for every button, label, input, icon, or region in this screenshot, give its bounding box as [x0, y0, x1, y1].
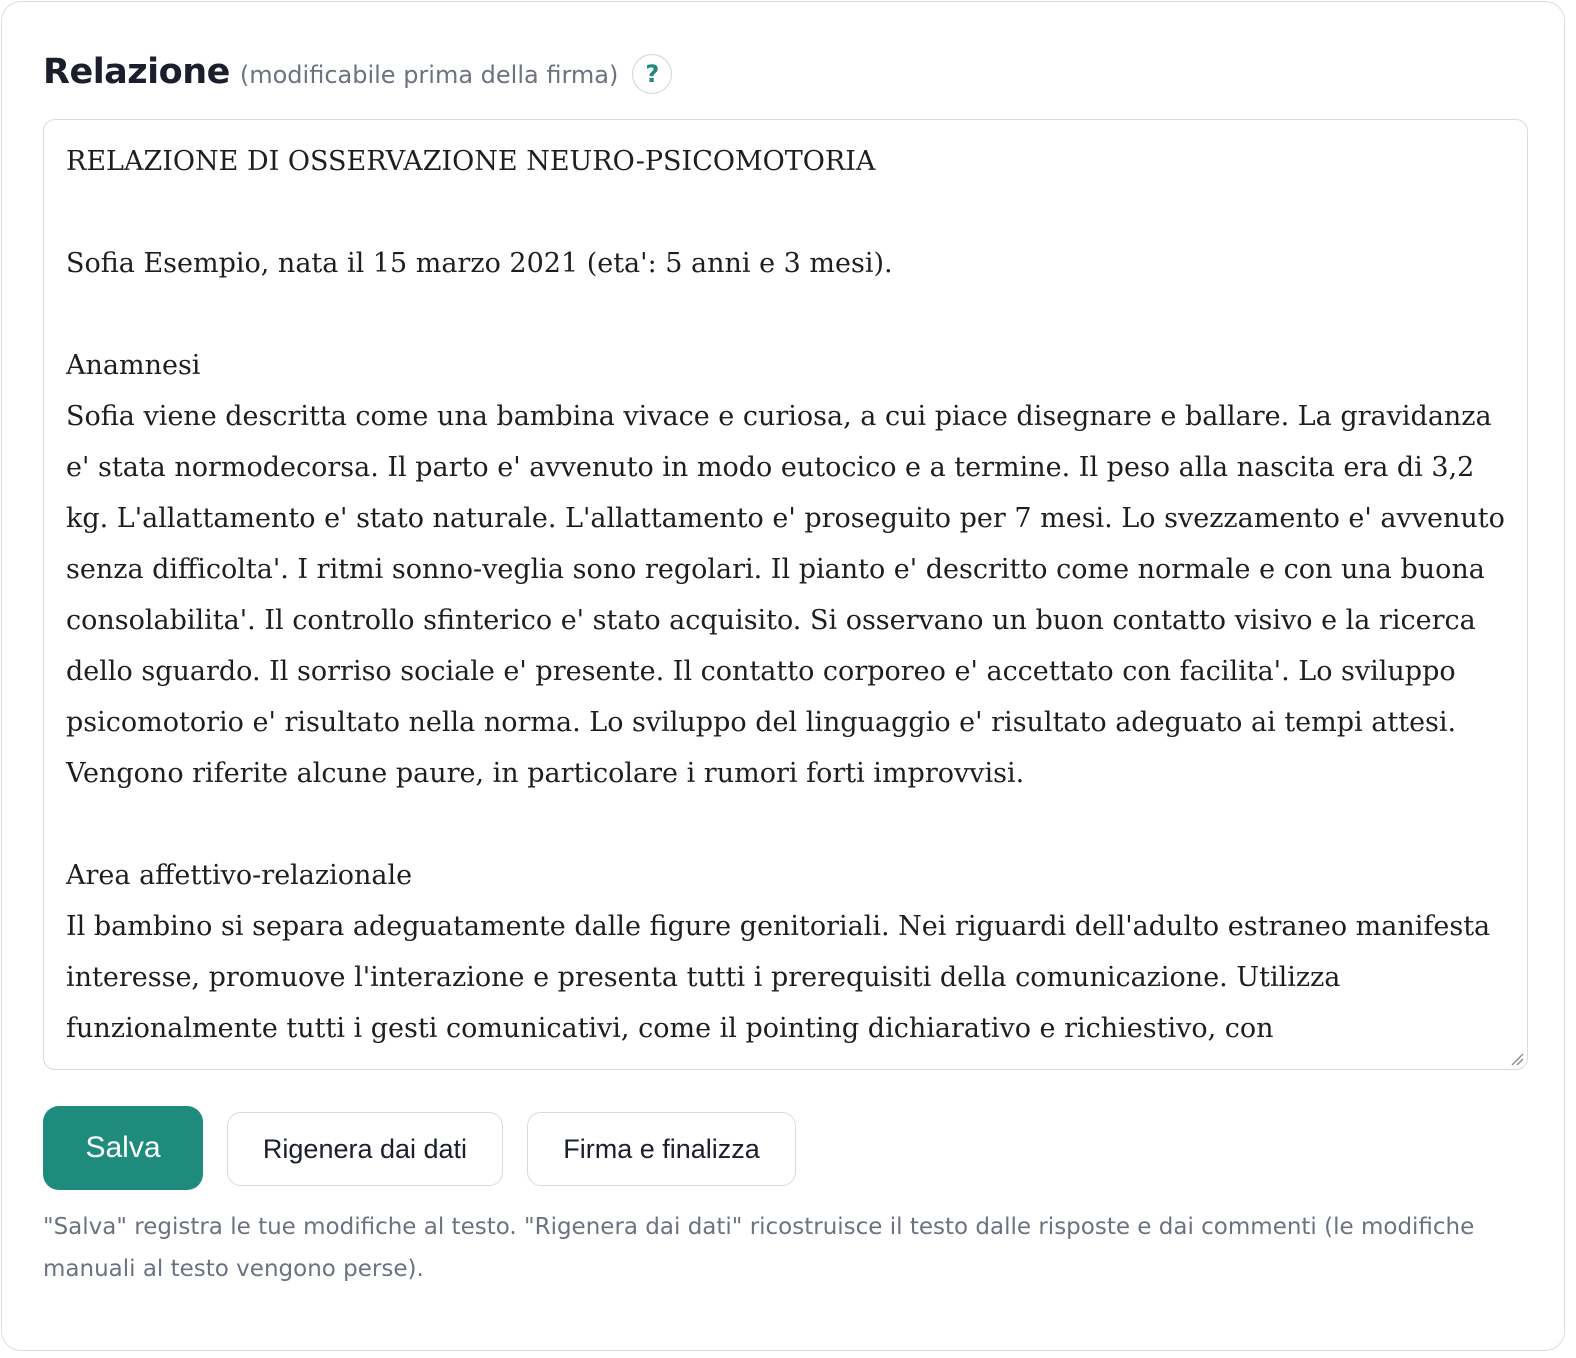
- report-text-content[interactable]: RELAZIONE DI OSSERVAZIONE NEURO-PSICOMOTORIA Sofia Esempio, nata il 15 marzo 2021 (eta': 5 anni e 3 mesi). Anamnesi Sofia viene descritta come una bambina vivace e curiosa, a cui piace disegnare e ballare. La gravidanza e' stata normodecorsa. Il parto e' avvenuto in modo eutocico e a termine. Il peso alla nascita era di 3,2 kg. L'allattamento e' stato naturale. L'allattamento e' proseguito per 7 mesi. Lo svezzamento e' avvenuto senza difficolta'. I ritmi sonno-veglia sono regolari. Il pianto e' descritto come normale e con una buona consolabilita'. Il controllo sfinterico e' stato acquisito. Si osservano un buon contatto visivo e la ricerca dello sguardo. Il sorriso sociale e' presente. Il contatto corporeo e' accettato con facilita'. Lo sviluppo psicomotorio e' risultato nella norma. Lo sviluppo del linguaggio e' risultato adeguato ai tempi attesi. Vengono riferite alcune paure, in particolare i rumori forti improvvisi. Area affettivo-relazionale Il bambino si separa adeguatamente dalle figure genitoriali. Nei riguardi dell'adulto estraneo manifesta interesse, promuove l'interazione e presenta tutti i prerequisiti della comunicazione. Utilizza funzionalmente tutti i gesti comunicativi, come il pointing dichiarativo e richiestivo, con: [66, 146, 1505, 1044]
- report-card: [1, 1, 1565, 1351]
- resize-grip-icon[interactable]: [1508, 1050, 1524, 1066]
- help-note: "Salva" registra le tue modifiche al testo. "Rigenera dai dati" ricostruisce il testo dalle risposte e dai commenti (le modifiche manuali al testo vengono perse).: [43, 1214, 1475, 1282]
- report-header: [43, 46, 672, 98]
- help-icon[interactable]: ?: [632, 54, 672, 94]
- page-title: Relazione: [43, 52, 230, 92]
- page-subtitle: (modificabile prima della firma): [239, 61, 619, 89]
- save-button[interactable]: Salva: [43, 1106, 203, 1190]
- regenerate-button[interactable]: Rigenera dai dati: [227, 1112, 503, 1186]
- report-text-editor[interactable]: [43, 119, 1528, 1070]
- sign-finalize-button[interactable]: Firma e finalizza: [527, 1112, 796, 1186]
